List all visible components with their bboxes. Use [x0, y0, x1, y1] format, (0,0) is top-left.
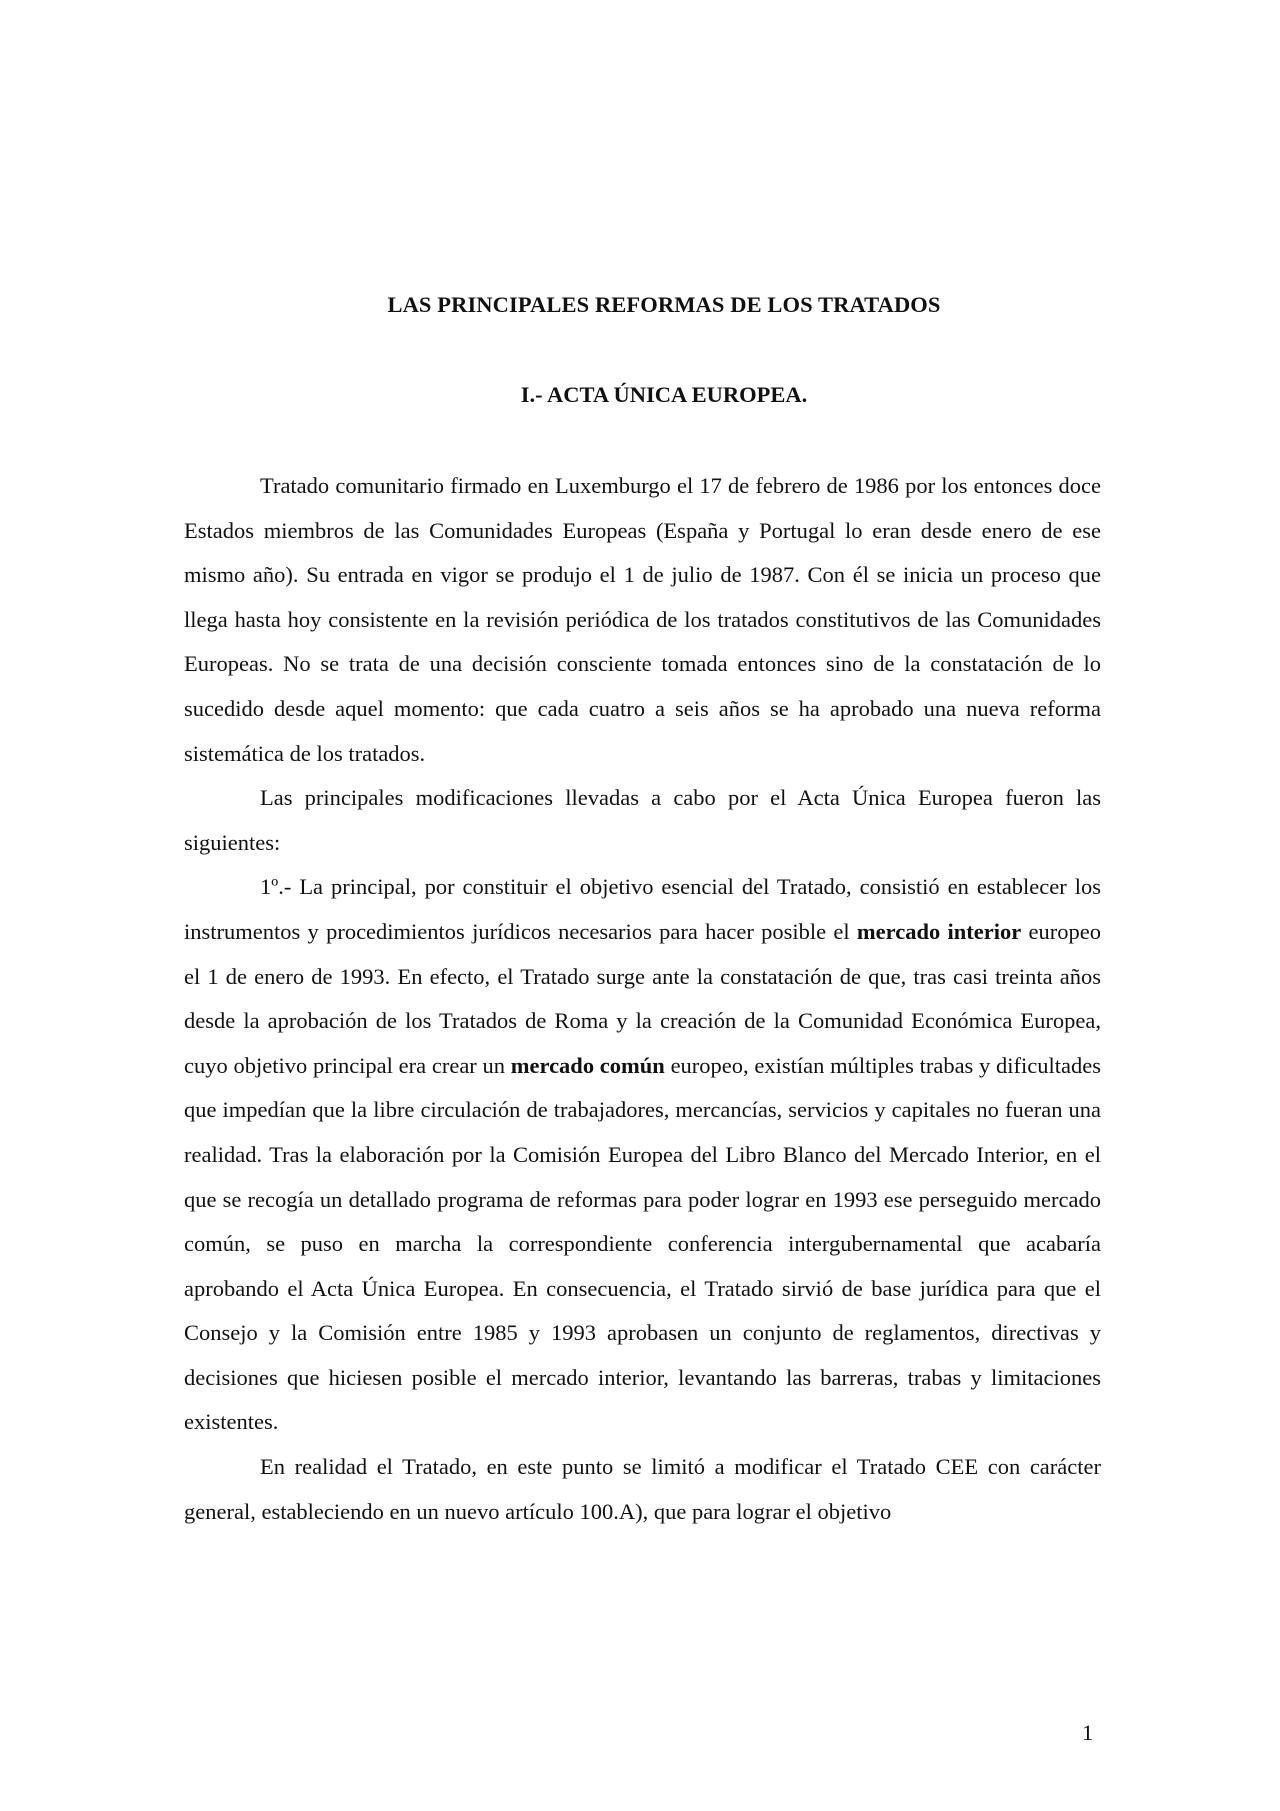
page-number: 1 [1082, 1720, 1094, 1745]
body-text [184, 464, 1101, 1534]
paragraph-treaty-article: En realidad el Tratado, en este punto se limitó a modificar el Tratado CEE con carácter general, estableciendo en un nuevo artículo 100.A), que para lograr el objetivo [184, 1454, 1101, 1524]
paragraph-modifications-intro: Las principales modificaciones llevadas a cabo por el Acta Única Europea fueron las siguientes: [184, 785, 1101, 855]
bold-term-mercado-interior: mercado interior [856, 918, 1022, 944]
section-heading: I.- ACTA ÚNICA EUROPEA. [520, 382, 808, 407]
paragraph-intro: Tratado comunitario firmado en Luxemburgo el 17 de febrero de 1986 por los entonces doce Estados miembros de las Comunidades Europeas (España y Portugal lo eran desde enero de ese mismo año). Su entrada en vigor se produjo el 1 de julio de 1987. Con él se inicia un proceso que llega hasta hoy consistente en la revisión periódica de los tratados constitutivos de las Comunidades Europeas. No se trata de una decisión consciente tomada entonces sino de la constatación de lo sucedido desde aquel momento: que cada cuatro a seis años se ha aprobado una nueva reforma sistemática de los tratados. [184, 473, 1101, 766]
paragraph-first-modification-text-2: europeo el 1 de enero de 1993. En efecto, el Tratado surge ante la constatación de que, tras casi treinta años desde la aprobación de los Tratados de Roma y la creación de la Comunidad Económica Europea, cuyo objetivo principal era crear un [184, 918, 1102, 1078]
paragraph-first-modification [184, 865, 1101, 1445]
paragraph-first-modification-text-1: 1º.- La principal, por constituir el objetivo esencial del Tratado, consistió en establecer los instrumentos y procedimientos jurídicos necesarios para hacer posible el [184, 874, 1101, 944]
bold-term-mercado-comun: mercado común [510, 1052, 665, 1078]
page-title: LAS PRINCIPALES REFORMAS DE LOS TRATADOS [387, 292, 941, 317]
paragraph-first-modification-text-3: europeo, existían múltiples trabas y dificultades que impedían que la libre circulación de trabajadores, mercancías, servicios y capitales no fueran una realidad. Tras la elaboración por la Comisión Europea del Libro Blanco del Mercado Interior, en el que se recogía un detallado programa de reformas para poder lograr en 1993 ese perseguido mercado común, se puso en marcha la correspondiente conferencia intergubernamental que acabaría aprobando el Acta Única Europea. En consecuencia, el Tratado sirvió de base jurídica para que el Consejo y la Comisión entre 1985 y 1993 aprobasen un conjunto de reglamentos, directivas y decisiones que hiciesen posible el mercado interior, levantando las barreras, trabas y limitaciones existentes. [184, 1052, 1101, 1435]
